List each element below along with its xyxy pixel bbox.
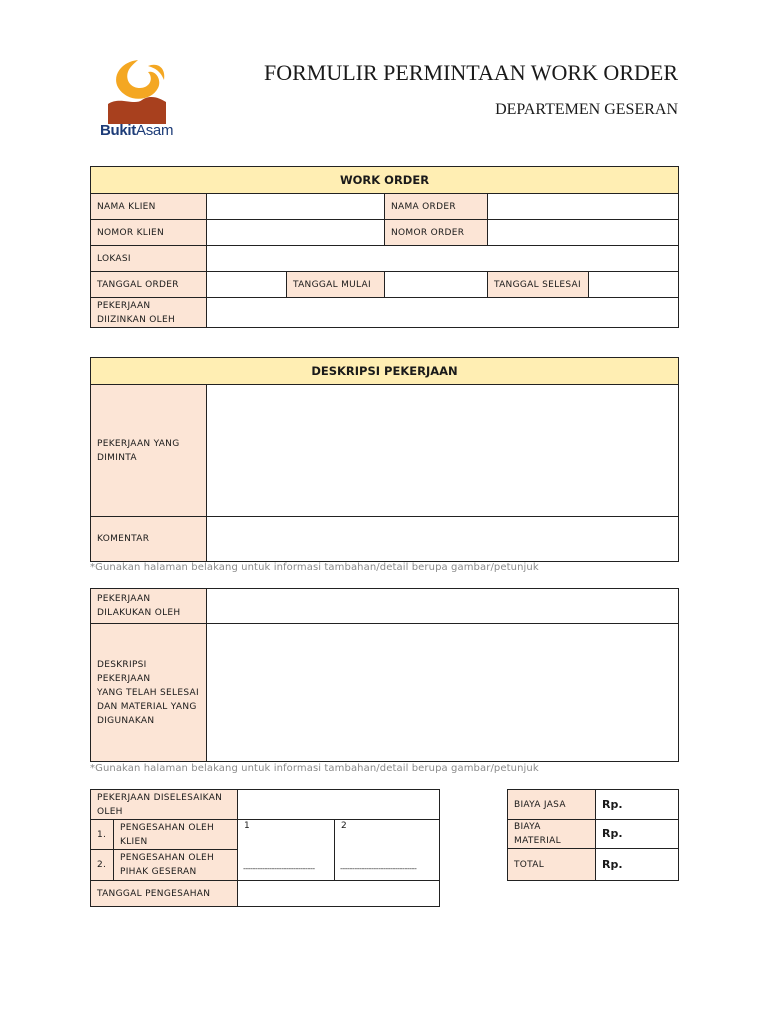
dilakukan-label-line1: PEKERJAAN [97, 594, 151, 604]
logo-wordmark [100, 122, 173, 139]
diizinkan-label-line2: DIIZINKAN OLEH [97, 314, 176, 325]
logo-bold: Bukit [100, 122, 137, 139]
lokasi-field[interactable] [207, 246, 678, 271]
nama-order-label: NAMA ORDER [385, 194, 487, 219]
desc-selesai-field[interactable] [207, 624, 678, 761]
biaya-jasa-value[interactable]: Rp. [602, 797, 623, 811]
biaya-material-line2: MATERIAL [514, 836, 561, 846]
logo-light: Asam [136, 122, 174, 139]
tanggal-mulai-field[interactable] [385, 272, 487, 297]
deskripsi-table [90, 357, 679, 562]
tanggal-order-field[interactable] [207, 272, 286, 297]
pengesahan-geseran-label [114, 850, 237, 880]
page-title: FORMULIR PERMINTAAN WORK ORDER [263, 60, 678, 85]
nama-klien-field[interactable] [207, 194, 384, 219]
komentar-field[interactable] [207, 517, 678, 561]
biaya-jasa-label: BIAYA JASA [508, 790, 595, 819]
total-value[interactable]: Rp. [602, 857, 623, 871]
desc-selesai-label [91, 624, 206, 761]
desc-selesai-line4: DIGUNAKAN [97, 715, 155, 726]
desc-selesai-line2: YANG TELAH SELESAI [97, 687, 199, 698]
tanggal-selesai-label: TANGGAL SELESAI [488, 272, 588, 297]
tanggal-order-label: TANGGAL ORDER [91, 272, 206, 297]
pengesahan-geseran-line2: PIHAK GESERAN [120, 867, 197, 877]
tanggal-selesai-field[interactable] [589, 272, 678, 297]
diizinkan-field[interactable] [207, 298, 678, 327]
dilakukan-label [91, 589, 206, 623]
signature-col-1-number: 1 [244, 821, 250, 831]
signature-line-2[interactable]: -------------------------------- [340, 864, 417, 873]
page-subtitle: DEPARTEMEN GESERAN [495, 101, 678, 118]
work-order-heading: WORK ORDER [91, 167, 678, 193]
nomor-klien-label: NOMOR KLIEN [91, 220, 206, 245]
signature-col-2-number: 2 [341, 821, 347, 831]
dilakukan-label-line2: DILAKUKAN OLEH [97, 608, 181, 618]
nomor-order-label: NOMOR ORDER [385, 220, 487, 245]
pengesahan-table [90, 789, 440, 907]
tanggal-pengesahan-field[interactable] [238, 881, 439, 906]
diminta-label-line1: PEKERJAAN YANG [97, 438, 180, 449]
komentar-label: KOMENTAR [91, 517, 206, 561]
tanggal-mulai-label: TANGGAL MULAI [287, 272, 384, 297]
diselesaikan-label [91, 790, 237, 819]
diminta-field[interactable] [207, 385, 678, 516]
biaya-material-value[interactable]: Rp. [602, 827, 623, 840]
diminta-label [91, 385, 206, 516]
biaya-material-label [508, 820, 595, 848]
biaya-table [507, 789, 679, 881]
pengesahan-geseran-line1: PENGESAHAN OLEH [120, 853, 215, 863]
diminta-label-line2: DIMINTA [97, 452, 137, 463]
tanggal-pengesahan-label: TANGGAL PENGESAHAN [91, 881, 237, 906]
pelaksanaan-table [90, 588, 679, 762]
biaya-material-line1: BIAYA [514, 822, 541, 832]
diselesaikan-line2: OLEH [97, 806, 123, 817]
signature-line-1[interactable]: ------------------------------ [243, 864, 315, 873]
total-label: TOTAL [508, 849, 595, 880]
pengesahan-klien-line1: PENGESAHAN OLEH [120, 822, 215, 833]
deskripsi-heading: DESKRIPSI PEKERJAAN [91, 358, 678, 384]
pengesahan-klien-line2: KLIEN [120, 836, 148, 847]
note-2: *Gunakan halaman belakang untuk informasi tambahan/detail berupa gambar/petunjuk [90, 763, 539, 774]
diizinkan-label [91, 298, 206, 327]
pengesahan-klien-label [114, 820, 237, 849]
diselesaikan-line1: PEKERJAAN DISELESAIKAN [97, 792, 223, 803]
nomor-klien-field[interactable] [207, 220, 384, 245]
num-1: 1. [91, 820, 113, 849]
desc-selesai-line1: DESKRIPSI PEKERJAAN [97, 659, 151, 684]
note-1: *Gunakan halaman belakang untuk informasi tambahan/detail berupa gambar/petunjuk [90, 562, 539, 573]
desc-selesai-line3: DAN MATERIAL YANG [97, 701, 197, 712]
nama-klien-label: NAMA KLIEN [91, 194, 206, 219]
diizinkan-label-line1: PEKERJAAN [97, 300, 151, 311]
lokasi-label: LOKASI [91, 246, 206, 271]
work-order-table [90, 166, 679, 328]
dilakukan-field[interactable] [207, 589, 678, 623]
nama-order-field[interactable] [488, 194, 678, 219]
num-2: 2. [91, 850, 113, 880]
diselesaikan-field[interactable] [238, 790, 439, 819]
nomor-order-field[interactable] [488, 220, 678, 245]
